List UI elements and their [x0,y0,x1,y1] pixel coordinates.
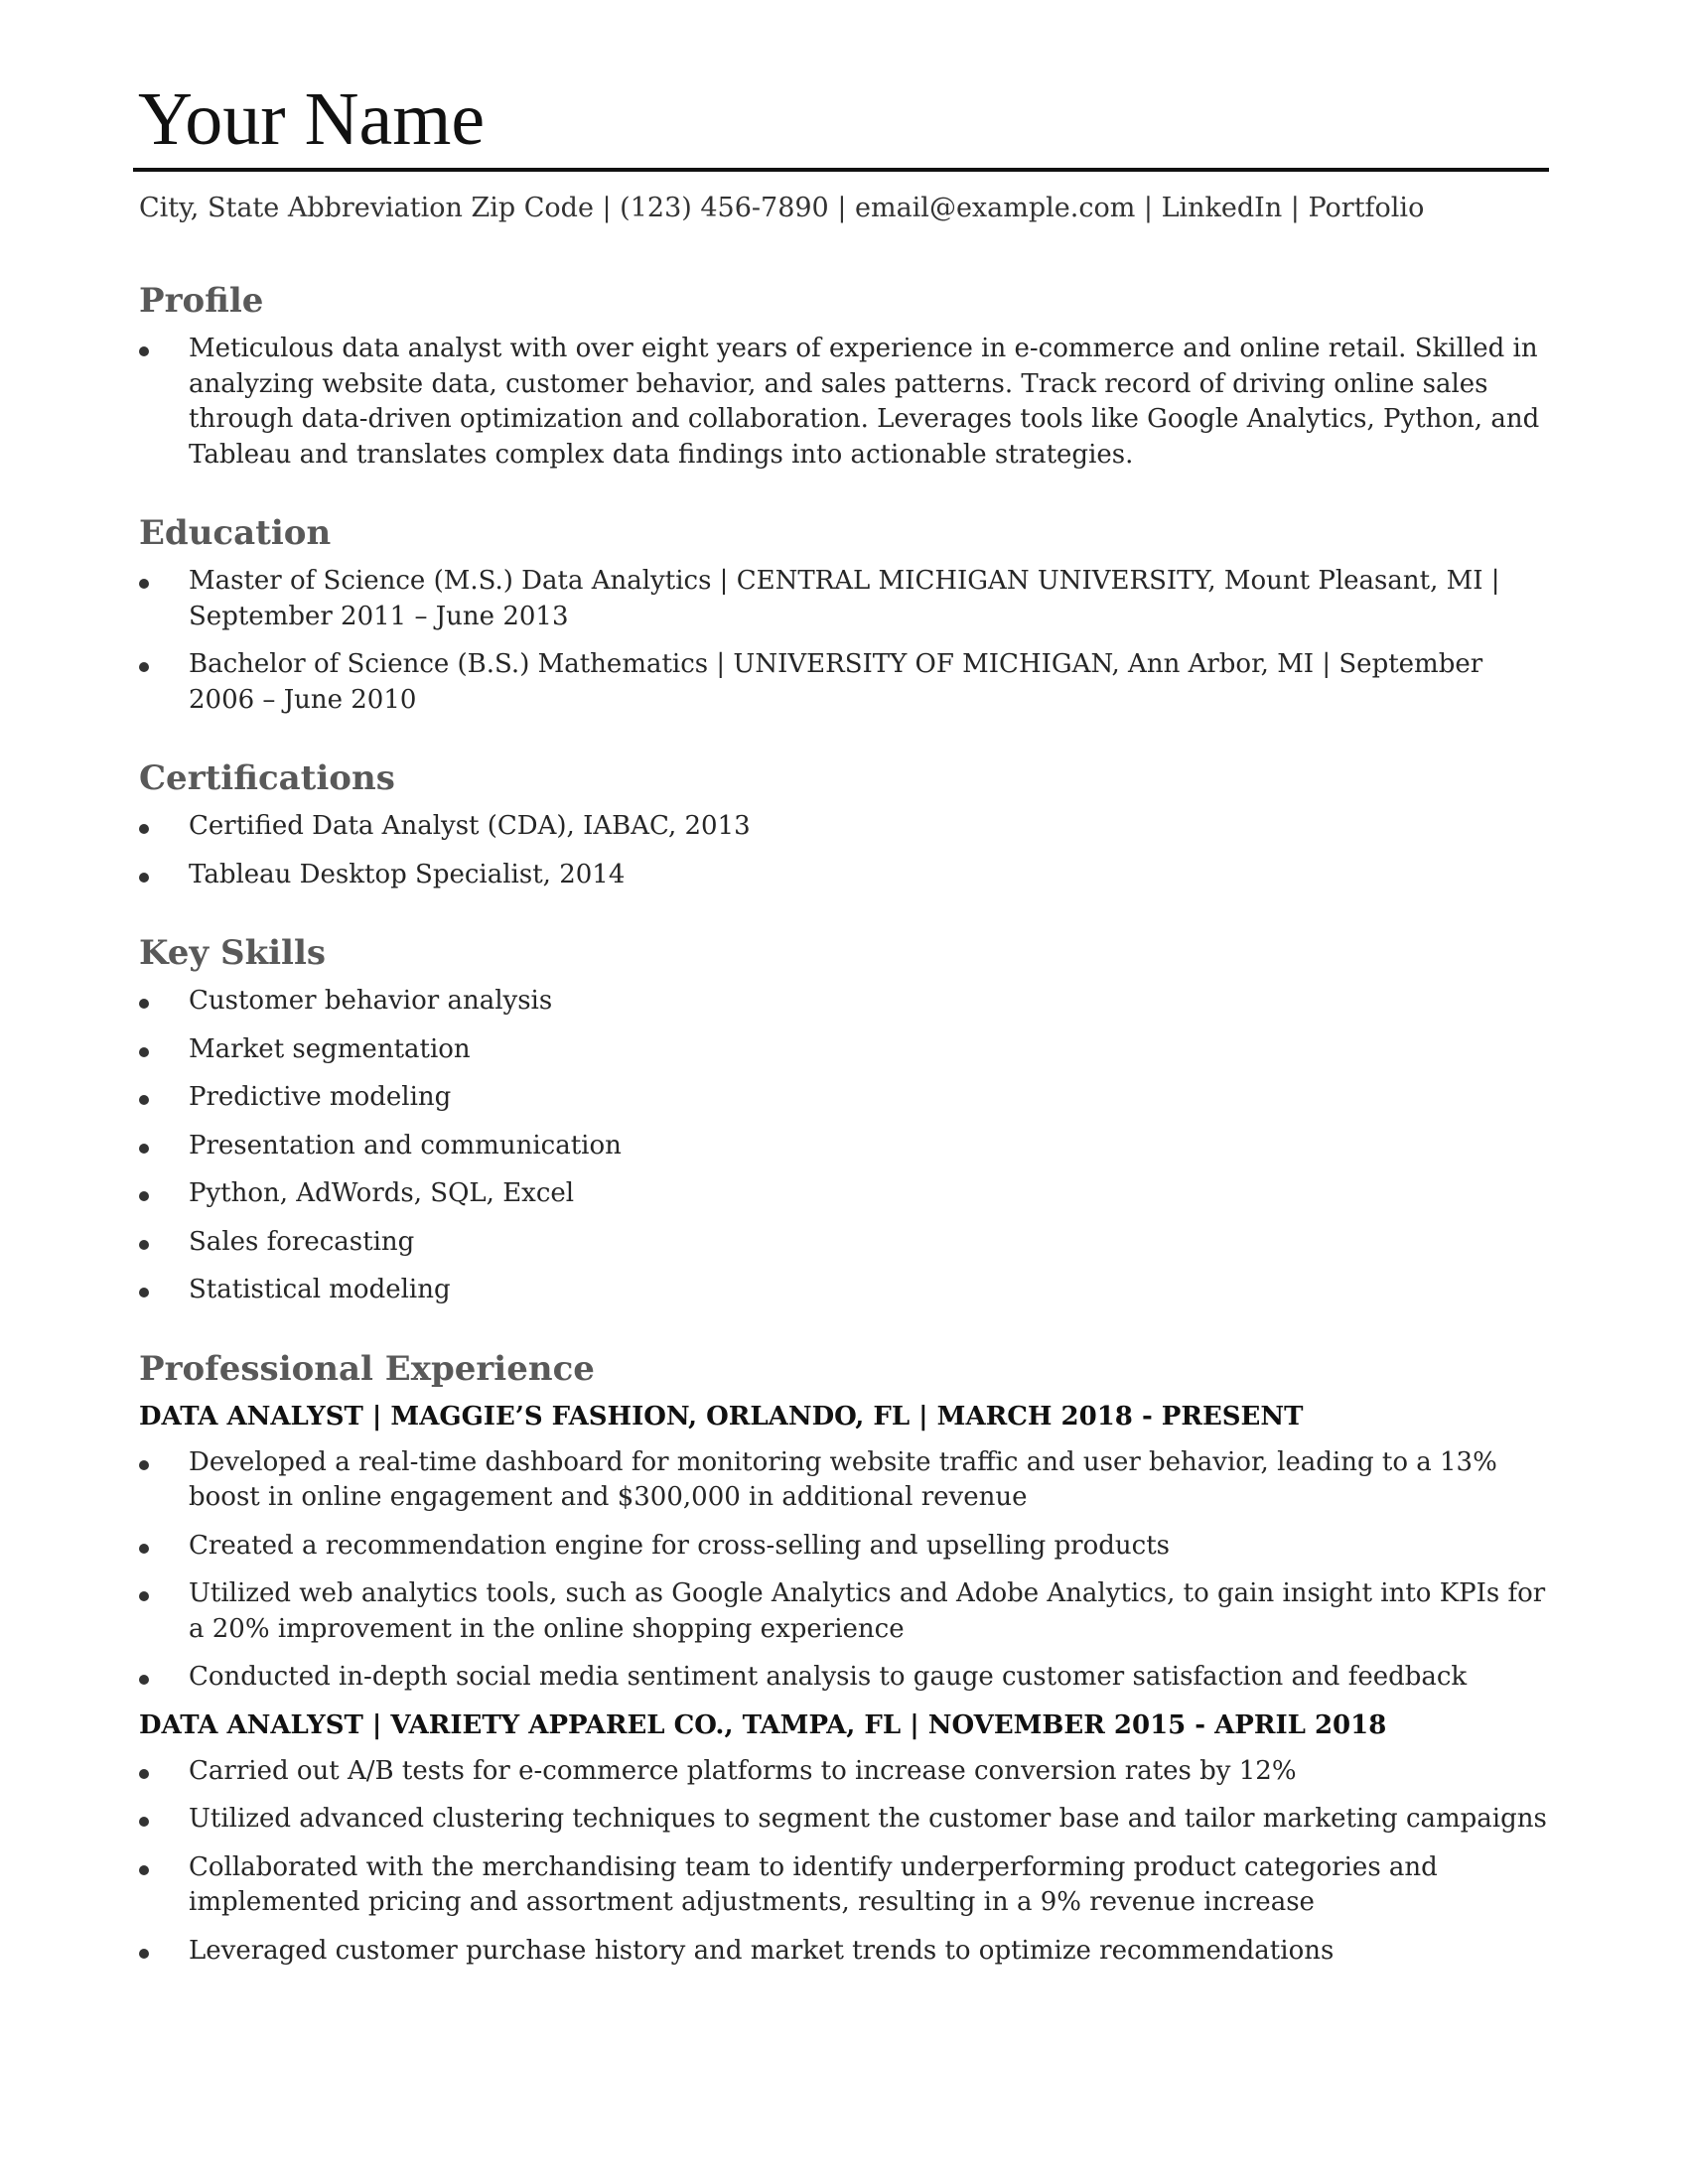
list-item-text: Predictive modeling [189,1082,452,1112]
skills-list [139,984,1549,1308]
list-item-text: Certified Data Analyst (CDA), IABAC, 2013 [189,811,751,841]
list-item [139,1802,1549,1838]
list-item [139,1225,1549,1261]
list-item [139,332,1549,473]
education-list [139,564,1549,718]
list-item [139,1754,1549,1790]
list-item-text: Sales forecasting [189,1226,415,1257]
bullet-icon [139,662,149,672]
certifications-list [139,809,1549,892]
section-title: Key Skills [139,933,327,973]
list-item [139,809,1549,845]
bullet-icon [139,1591,149,1601]
job-heading: DATA ANALYST | VARIETY APPAREL CO., TAMPA, FL | NOVEMBER 2015 - APRIL 2018 [139,1709,1387,1740]
bullet-icon [139,1191,149,1201]
list-item-text: Leveraged customer purchase history and market trends to optimize recommendations [189,1935,1335,1966]
list-item [139,1129,1549,1164]
bullet-icon [139,999,149,1009]
list-item [139,564,1549,634]
profile-section [139,280,1549,473]
list-item-text: Customer behavior analysis [189,986,553,1016]
bullet-icon [139,1675,149,1685]
list-item [139,1529,1549,1565]
list-item-text: Market segmentation [189,1033,471,1064]
list-item [139,1080,1549,1116]
list-item-text: Statistical modeling [189,1275,451,1304]
bullet-icon [139,1865,149,1875]
skills-section [139,932,1549,1308]
job-bullets [139,1754,1549,1970]
bullet-icon [139,1047,149,1057]
list-item-text: Master of Science (M.S.) Data Analytics | CENTRAL MICHIGAN UNIVERSITY, Mount Pleasant, MI | September 2011 – June 2013 [189,566,1500,631]
header-divider [133,168,1549,172]
list-item [139,1445,1549,1516]
list-item-text: Created a recommendation engine for cross-selling and upselling products [189,1530,1170,1561]
list-item [139,1850,1549,1921]
list-item-text: Tableau Desktop Specialist, 2014 [189,859,626,889]
list-item-text: Meticulous data analyst with over eight years of experience in e-commerce and online retail. Skilled in analyzing website data, customer behavior, and sales patterns. Track record of driving online sales through data-driven optimization and collaboration. Leverages tools like Google Analytics, Python, and Tableau and translates complex data findings into actionable strategies. [189,334,1540,470]
resume-content [139,280,1549,2008]
list-item-text: Collaborated with the merchandising team to identify underperforming product categories and implemented pricing and assortment adjustments, resulting in a 9% revenue increase [189,1851,1438,1917]
list-item-text: Utilized advanced clustering techniques to segment the customer base and tailor marketing campaigns [189,1804,1547,1834]
list-item [139,1934,1549,1970]
bullet-icon [139,346,149,356]
contact-line: City, State Abbreviation Zip Code | (123) 456-7890 | email@example.com | LinkedIn | Portfolio [139,193,1425,223]
section-title: Profile [139,281,264,321]
section-title: Education [139,513,332,553]
list-item [139,984,1549,1020]
list-item [139,1576,1549,1647]
bullet-icon [139,1144,149,1154]
bullet-icon [139,824,149,834]
bullet-icon [139,1288,149,1297]
job-entry [139,1400,1549,1696]
job-bullets [139,1445,1549,1696]
certifications-section [139,757,1549,892]
bullet-icon [139,1460,149,1470]
bullet-icon [139,1240,149,1250]
list-item-text: Presentation and communication [189,1130,622,1160]
list-item-text: Developed a real-time dashboard for monitoring website traffic and user behavior, leading to a 13% boost in online engagement and $300,000 in additional revenue [189,1446,1497,1512]
profile-list [139,332,1549,473]
list-item [139,1032,1549,1068]
list-item-text: Python, AdWords, SQL, Excel [189,1178,575,1208]
list-item [139,1273,1549,1308]
list-item [139,647,1549,718]
list-item [139,858,1549,893]
job-entry [139,1708,1549,1970]
bullet-icon [139,579,149,589]
bullet-icon [139,1817,149,1827]
bullet-icon [139,873,149,883]
resume-name: Your Name [138,77,486,161]
bullet-icon [139,1544,149,1554]
section-title: Certifications [139,758,395,798]
list-item-text: Conducted in-depth social media sentiment analysis to gauge customer satisfaction and feedback [189,1662,1468,1692]
bullet-icon [139,1949,149,1959]
education-section [139,512,1549,718]
list-item-text: Carried out A/B tests for e-commerce platforms to increase conversion rates by 12% [189,1755,1297,1786]
list-item-text: Bachelor of Science (B.S.) Mathematics | UNIVERSITY OF MICHIGAN, Ann Arbor, MI | September 2006 – June 2010 [189,649,1483,715]
experience-section [139,1348,1549,1970]
list-item-text: Utilized web analytics tools, such as Google Analytics and Adobe Analytics, to gain insight into KPIs for a 20% improvement in the online shopping experience [189,1578,1546,1644]
bullet-icon [139,1769,149,1779]
job-heading: DATA ANALYST | MAGGIE’S FASHION, ORLANDO, FL | MARCH 2018 - PRESENT [139,1401,1304,1432]
list-item [139,1660,1549,1696]
section-title: Professional Experience [139,1348,595,1389]
list-item [139,1176,1549,1212]
bullet-icon [139,1095,149,1105]
